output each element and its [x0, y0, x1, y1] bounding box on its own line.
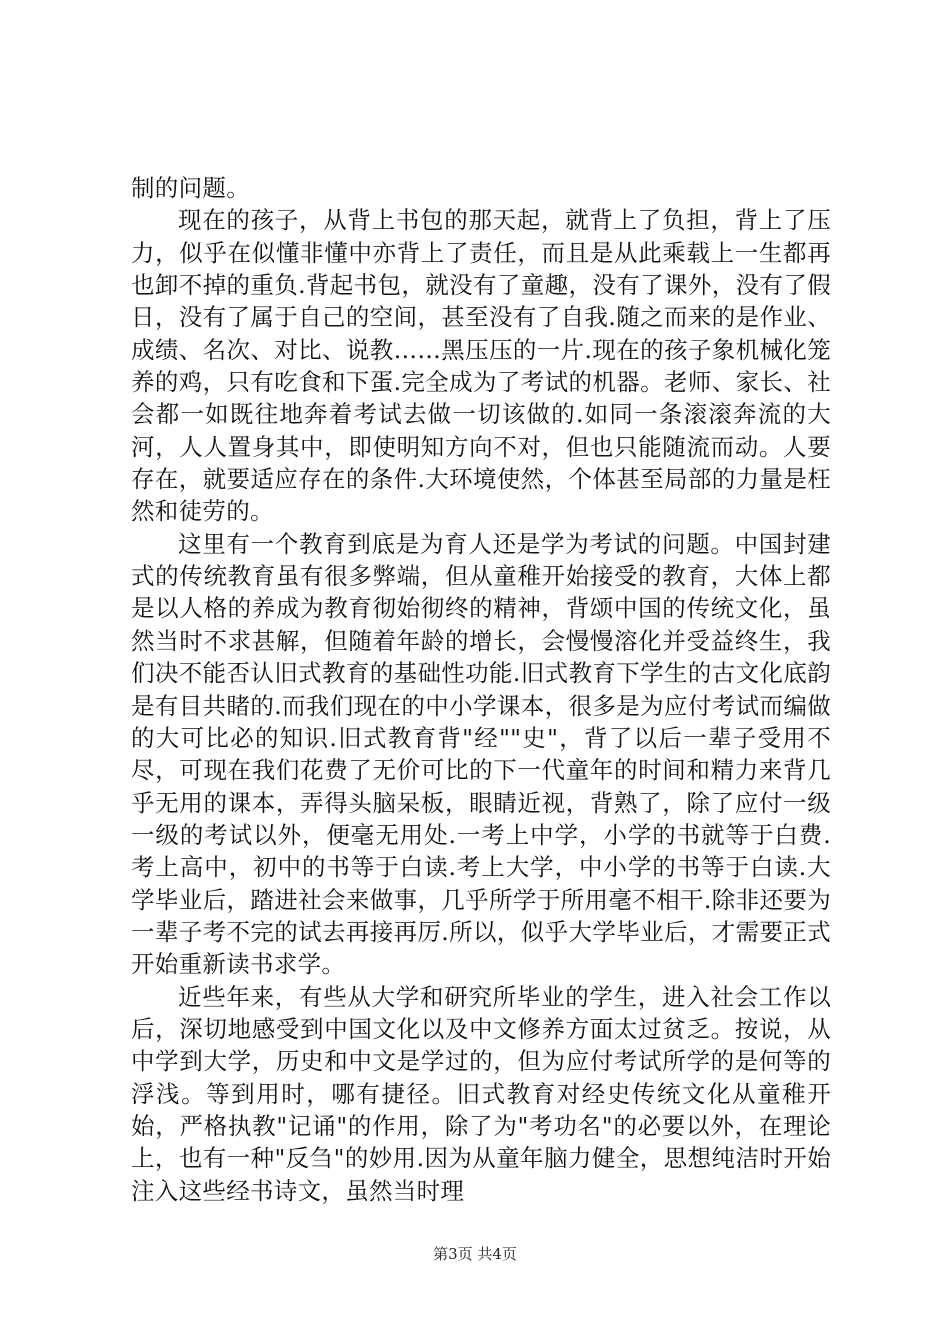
page-number-label: 第3页 共4页	[433, 1245, 517, 1263]
paragraph-1: 制的问题。	[131, 174, 250, 202]
body-text	[131, 172, 831, 1207]
paragraph-2: 现在的孩子，从背上书包的那天起，就背上了负担，背上了压力，似乎在似懂非懂中亦背上了责任，而且是从此乘载上一生都再也卸不掉的重负.背起书包，就没有了童趣，没有了课外，没有了假日，没有了属于自己的空间，甚至没有了自我.随之而来的是作业、成绩、名次、对比、说教……黑压压的一片.现在的孩子象机械化笼养的鸡，只有吃食和下蛋.完全成为了考试的机器。老师、家长、社会都一如既往地奔着考试去做一切该做的.如同一条滚滚奔流的大河，人人置身其中，即使明知方向不对，但也只能随流而动。人要存在，就要适应存在的条件.大环境使然，个体甚至局部的力量是枉然和徒劳的。	[131, 206, 831, 526]
page-footer	[0, 1243, 950, 1264]
paragraph-4: 近些年来，有些从大学和研究所毕业的学生，进入社会工作以后，深切地感受到中国文化以及中文修养方面太过贫乏。按说，从中学到大学，历史和中文是学过的，但为应付考试所学的是何等的浮浅。等到用时，哪有捷径。旧式教育对经史传统文化从童稚开始，严格执教"记诵"的作用，除了为"考功名"的必要以外，在理论上，也有一种"反刍"的妙用.因为从童年脑力健全，思想纯洁时开始注入这些经书诗文，虽然当时理	[131, 982, 831, 1205]
paragraph-3: 这里有一个教育到底是为育人还是学为考试的问题。中国封建式的传统教育虽有很多弊端，但从童稚开始接受的教育，大体上都是以人格的养成为教育彻始彻终的精神，背颂中国的传统文化，虽然当时不求甚解，但随着年龄的增长，会慢慢溶化并受益终生，我们决不能否认旧式教育的基础性功能.旧式教育下学生的古文化底韵是有目共睹的.而我们现在的中小学课本，很多是为应付考试而编做的大可比必的知识.旧式教育背"经""史"，背了以后一辈子受用不尽，可现在我们花费了无价可比的下一代童年的时间和精力来背几乎无用的课本，弄得头脑呆板，眼睛近视，背熟了，除了应付一级一级的考试以外，便毫无用处.一考上中学，小学的书就等于白费.考上高中，初中的书等于白读.考上大学，中小学的书等于白读.大学毕业后，踏进社会来做事，几乎所学于所用毫不相干.除非还要为一辈子考不完的试去再接再厉.所以，似乎大学毕业后，才需要正式开始重新读书求学。	[131, 529, 831, 979]
